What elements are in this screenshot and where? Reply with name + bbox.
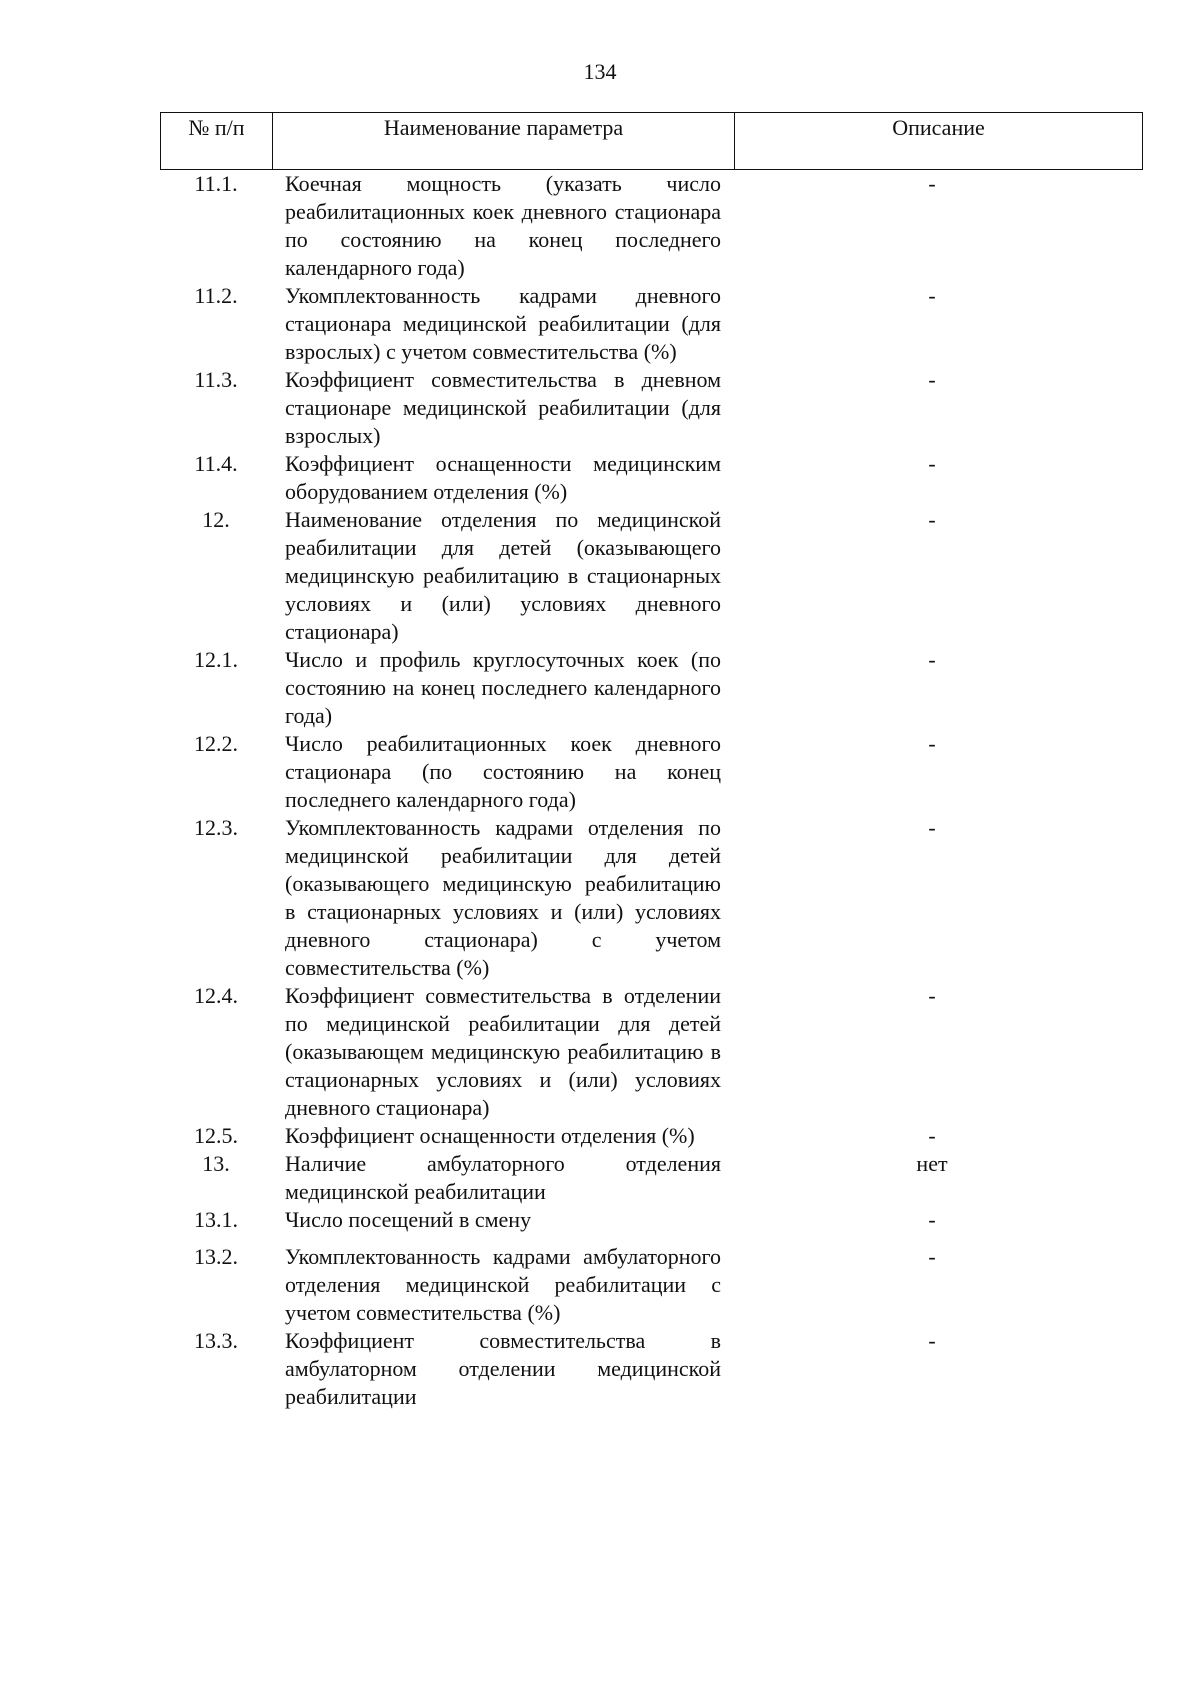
row-number: 13.3. [194, 1328, 238, 1353]
table-row [160, 170, 1143, 282]
row-description: - [928, 367, 936, 392]
row-description: - [928, 1328, 936, 1353]
row-description: - [928, 815, 936, 840]
row-description: - [928, 731, 936, 756]
row-parameter: Коэффициент совместительства в дневном стационаре медицинской реабилитации (для взрослых) [285, 367, 721, 448]
row-number: 12.2. [194, 731, 238, 756]
row-parameter: Укомплектованность кадрами амбулаторного отделения медицинской реабилитации с учетом совместительства (%) [285, 1244, 721, 1325]
row-parameter: Коэффициент оснащенности отделения (%) [285, 1123, 695, 1148]
table-row [160, 1243, 1143, 1327]
row-description: - [928, 283, 936, 308]
table-row [160, 982, 1143, 1122]
header-description: Описание [892, 115, 985, 140]
row-number: 13. [202, 1151, 230, 1176]
row-parameter: Число посещений в смену [285, 1207, 532, 1232]
row-parameter: Число реабилитационных коек дневного стационара (по состоянию на конец последнего календарного года) [285, 731, 721, 812]
table-header [160, 112, 1143, 170]
row-number: 11.4. [194, 451, 238, 476]
row-description: нет [916, 1151, 948, 1176]
table-row [160, 1122, 1143, 1150]
row-number: 11.1. [194, 171, 238, 196]
table-row [160, 282, 1143, 366]
row-description: - [928, 983, 936, 1008]
row-description: - [928, 451, 936, 476]
row-description: - [928, 1123, 936, 1148]
row-number: 12. [202, 507, 230, 532]
table-row [160, 730, 1143, 814]
table-row [160, 1206, 1143, 1234]
row-parameter: Укомплектованность кадрами отделения по медицинской реабилитации для детей (оказывающего медицинскую реабилитацию в стационарных условиях и (или) условиях дневного стационара) с учетом совместительства (%) [285, 815, 721, 980]
row-parameter: Коечная мощность (указать число реабилитационных коек дневного стационара по состоянию на конец последнего календарного года) [285, 171, 721, 280]
row-parameter: Укомплектованность кадрами дневного стационара медицинской реабилитации (для взрослых) с учетом совместительства (%) [285, 283, 721, 364]
row-number: 11.3. [194, 367, 238, 392]
row-number: 12.5. [194, 1123, 238, 1148]
table-row [160, 366, 1143, 450]
table-row [160, 646, 1143, 730]
table-row [160, 1327, 1143, 1411]
row-number: 13.2. [194, 1244, 238, 1269]
row-parameter: Наличие амбулаторного отделения медицинской реабилитации [285, 1151, 721, 1204]
table-row [160, 450, 1143, 506]
row-number: 11.2. [194, 283, 238, 308]
row-number: 12.4. [194, 983, 238, 1008]
row-parameter: Коэффициент оснащенности медицинским оборудованием отделения (%) [285, 451, 721, 504]
row-parameter: Коэффициент совместительства в амбулаторном отделении медицинской реабилитации [285, 1328, 721, 1409]
page-number: 134 [583, 59, 617, 84]
row-number: 12.1. [194, 647, 238, 672]
table-body [160, 170, 1143, 1411]
row-description: - [928, 647, 936, 672]
header-num: № п/п [161, 113, 273, 169]
row-parameter: Число и профиль круглосуточных коек (по состоянию на конец последнего календарного года) [285, 647, 721, 728]
header-name: Наименование параметра [273, 113, 735, 169]
row-number: 12.3. [194, 815, 238, 840]
table-row [160, 506, 1143, 646]
table-row [160, 1150, 1143, 1206]
row-description: - [928, 507, 936, 532]
row-description: - [928, 171, 936, 196]
row-description: - [928, 1244, 936, 1269]
row-number: 13.1. [194, 1207, 238, 1232]
row-description: - [928, 1207, 936, 1232]
row-spacer [160, 1234, 1143, 1243]
row-parameter: Наименование отделения по медицинской реабилитации для детей (оказывающего медицинскую реабилитацию в стационарных условиях и (или) условиях дневного стационара) [285, 507, 721, 644]
row-parameter: Коэффициент совместительства в отделении по медицинской реабилитации для детей (оказывающем медицинскую реабилитацию в стационарных условиях и (или) условиях дневного стационара) [285, 983, 721, 1120]
table-row [160, 814, 1143, 982]
